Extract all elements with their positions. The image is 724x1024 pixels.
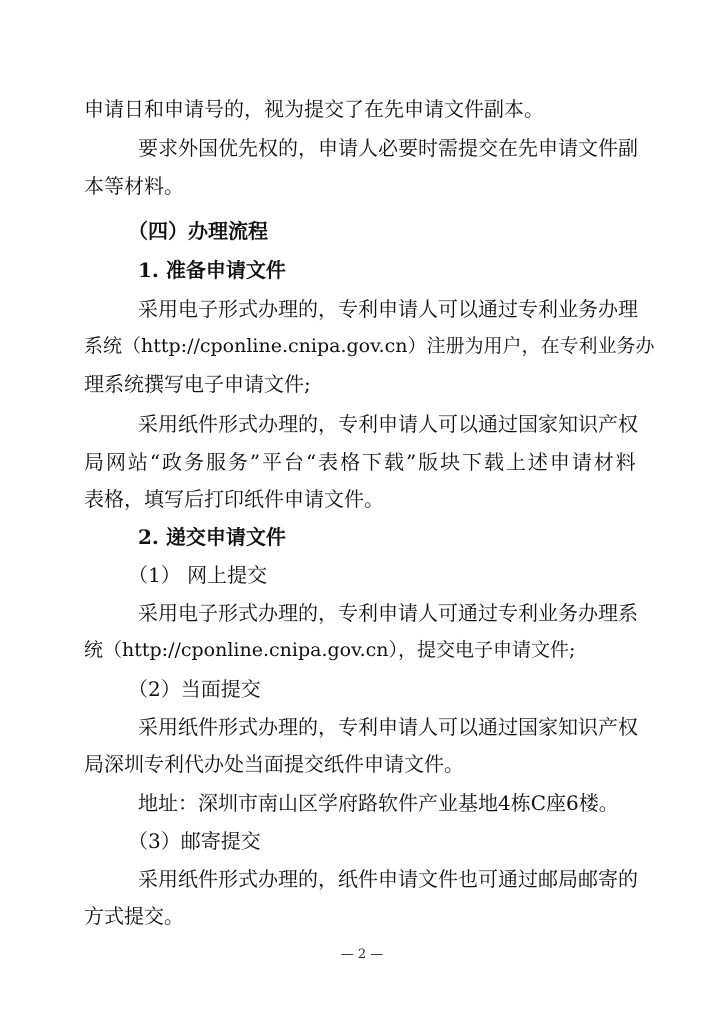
page-number: — 2 — xyxy=(340,947,384,962)
section-heading: （四）办理流程 xyxy=(128,219,268,243)
paragraph-line: 理系统撰写电子申请文件; xyxy=(84,372,311,396)
subsection-heading: 1. 准备申请文件 xyxy=(138,258,286,282)
paragraph-line: 采 用 电 子 形 式 办 理 的 ， 专 利 申 请 人 可 通 过 专 利 业 务 办 理 系 xyxy=(138,601,638,625)
paragraph-line: （1） 网上提交 xyxy=(128,563,268,587)
subsection-heading: 2. 递交申请文件 xyxy=(138,525,286,549)
paragraph-line: 表格，填写后打印纸件申请文件。 xyxy=(84,487,384,511)
paragraph-line: 采 用 纸 件 形 式 办 理 的 ， 纸 件 申 请 文 件 也 可 通 过 邮 局 邮 寄 的 xyxy=(138,867,638,891)
paragraph-line: 统（http://cponline.cnipa.gov.cn），提交电子申请文件; xyxy=(84,639,576,661)
paragraph-line: （2）当面提交 xyxy=(128,677,261,701)
paragraph-line: 采 用 纸 件 形 式 办 理 的 ， 专 利 申 请 人 可 以 通 过 国 家 知 识 产 权 xyxy=(138,715,638,739)
paragraph-line: 采 用 电 子 形 式 办 理 的 ， 专 利 申 请 人 可 以 通 过 专 利 业 务 办 理 xyxy=(138,297,638,321)
paragraph-line: 局 网 站 “ 政 务 服 务 ” 平 台 “ 表 格 下 载 ” 版 块 下 载 上 述 申 请 材 料 xyxy=(84,450,636,474)
paragraph-line: 采 用 纸 件 形 式 办 理 的 ， 专 利 申 请 人 可 以 通 过 国 家 知 识 产 权 xyxy=(138,412,638,436)
paragraph-line: 要 求 外 国 优 先 权 的 ， 申 请 人 必 要 时 需 提 交 在 先 申 请 文 件 副 xyxy=(138,136,638,160)
paragraph-line: 方式提交。 xyxy=(84,904,184,928)
paragraph-line: 申请日和申请号的，视为提交了在先申请文件副本。 xyxy=(84,97,544,121)
address-line: 地址：深圳市南山区学府路软件产业基地4栋C座6楼。 xyxy=(138,791,619,815)
paragraph-line: 局深圳专利代办处当面提交纸件申请文件。 xyxy=(84,752,464,776)
paragraph-line: （3）邮寄提交 xyxy=(128,829,261,853)
paragraph-line: 本等材料。 xyxy=(84,174,184,198)
paragraph-line: 系统（http://cponline.cnipa.gov.cn）注册为用户，在专利业务办 xyxy=(84,335,655,357)
